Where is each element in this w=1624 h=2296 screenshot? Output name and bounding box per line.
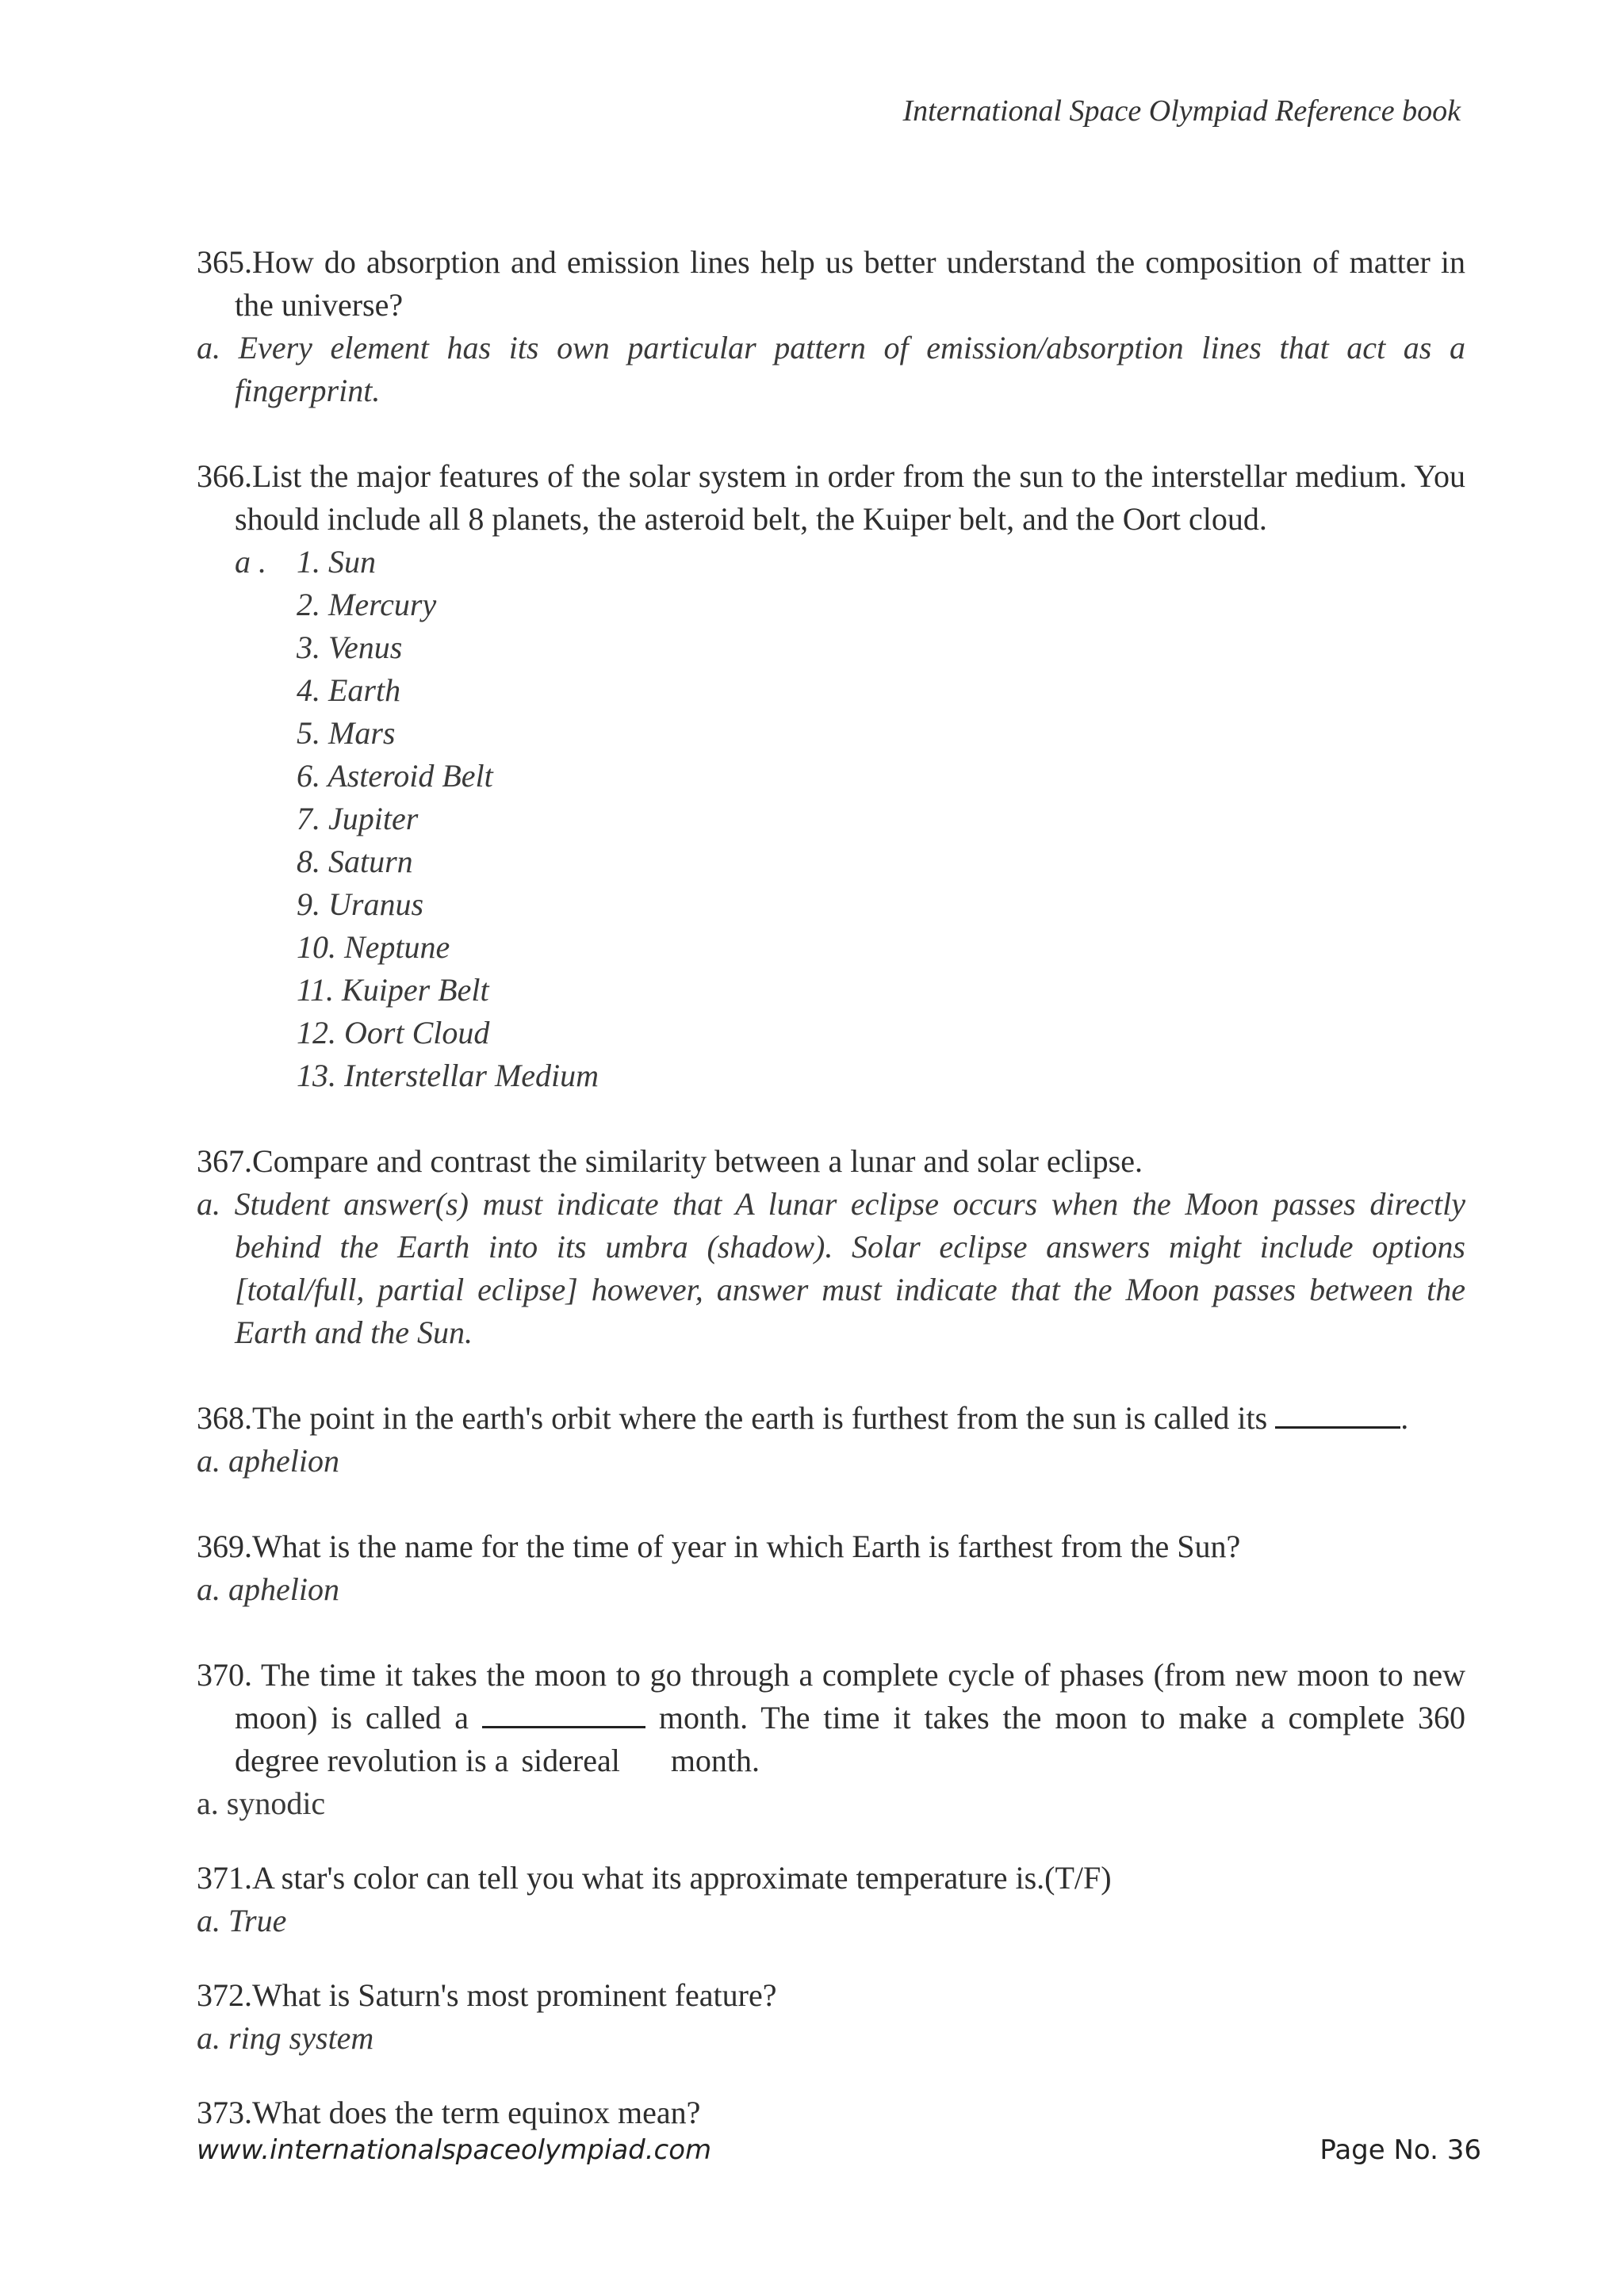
list-item: a . 1. Sun [197,541,1465,584]
answer-371: a. True [197,1903,287,1938]
question-text: The point in the earth's orbit where the earth is furthest from the sun is called its [252,1400,1268,1436]
question-number: 366. [197,458,252,494]
question-373 [197,2091,1465,2134]
answer-369: a. aphelion [197,1571,339,1607]
list-item: 8. Saturn [297,844,413,879]
question-text: Compare and contrast the similarity between a lunar and solar eclipse. [252,1143,1143,1179]
question-number: 371. [197,1860,252,1896]
answer-372: a. ring system [197,2020,374,2056]
list-item: 11. Kuiper Belt [297,972,489,1008]
question-content [197,241,1465,2134]
question-text: List the major features of the solar system in order from the sun to the interstellar medium. You should include all 8 planets, the asteroid belt, the Kuiper belt, and the Oort cloud. [235,458,1465,537]
fill-in-blank [482,1699,645,1728]
question-366 [197,455,1465,541]
question-number: 372. [197,1977,252,2013]
answer-marker: a . [235,544,266,580]
list-item: 6. Asteroid Belt [297,758,493,794]
website-url: www.internationalspaceolympiad.com [197,2134,712,2166]
question-369 [197,1525,1465,1568]
question-368: 368.The point in the earth's orbit where the earth is furthest from the sun is called its . [197,1400,1409,1436]
list-item: 4. Earth [297,672,401,708]
question-number: 370. [197,1657,252,1693]
answer-366-list [197,541,1465,1097]
question-text: What is the name for the time of year in which Earth is farthest from the Sun? [252,1529,1241,1564]
page-number: Page No. 36 [1320,2134,1481,2166]
list-item: 10. Neptune [297,929,450,965]
question-text: What is Saturn's most prominent feature? [252,1977,777,2013]
question-text: What does the term equinox mean? [252,2095,701,2130]
question-367 [197,1140,1465,1183]
question-372 [197,1974,1465,2017]
filled-blank: sidereal [521,1743,620,1778]
question-number: 367. [197,1143,252,1179]
question-number: 369. [197,1529,252,1564]
answer-368: a. aphelion [197,1443,339,1479]
question-370: 370. The time it takes the moon to go through a complete cycle of phases (from new moon to new moon) is called a month. The time it takes the moon to make a complete 360 degree revolution is a sidereal month. [197,1654,1465,1782]
list-item: 3. Venus [297,629,403,665]
list-item: 13. Interstellar Medium [297,1058,599,1093]
answer-365: a. Every element has its own particular pattern of emission/absorption lines that act as a fingerprint. [197,330,1465,408]
answer-370: a. synodic [197,1785,326,1821]
question-number: 368. [197,1400,252,1436]
running-header: International Space Olympiad Reference book [902,94,1461,128]
question-text: How do absorption and emission lines help us better understand the composition of matter in the universe? [235,244,1465,323]
question-365 [197,241,1465,327]
list-item: 12. Oort Cloud [297,1015,490,1050]
question-text: A star's color can tell you what its approximate temperature is.(T/F) [252,1860,1112,1896]
list-item: 7. Jupiter [297,801,419,836]
list-item: 9. Uranus [297,886,424,922]
list-item: 5. Mars [297,715,396,751]
answer-367: a. Student answer(s) must indicate that A lunar eclipse occurs when the Moon passes directly behind the Earth into its umbra (shadow). Solar eclipse answers might include options [total/full, partial eclipse] however, answer must indicate that the Moon passes between the Earth and the Sun. [197,1186,1465,1350]
question-number: 373. [197,2095,252,2130]
fill-in-blank [1275,1399,1400,1429]
question-371 [197,1857,1465,1900]
list-item: 2. Mercury [297,587,437,622]
question-number: 365. [197,244,252,280]
